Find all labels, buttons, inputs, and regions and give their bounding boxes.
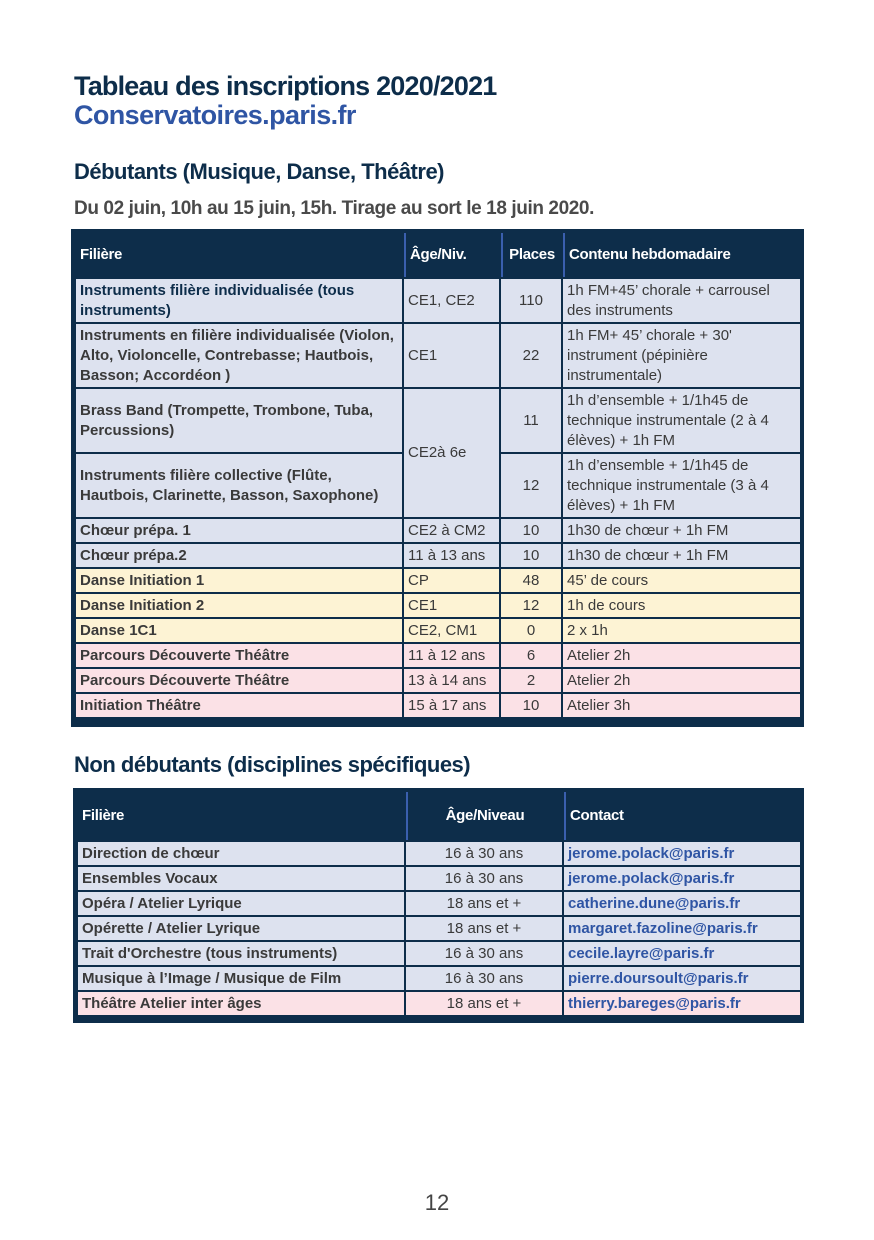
cell-filiere: Direction de chœur <box>78 842 404 865</box>
column-header: Filière <box>76 233 402 277</box>
table-row <box>76 694 800 717</box>
cell-filiere: Chœur prépa.2 <box>76 544 402 567</box>
table-row <box>76 324 800 387</box>
cell-age: 18 ans et + <box>406 892 562 915</box>
table-row <box>76 544 800 567</box>
cell-age: 16 à 30 ans <box>406 967 562 990</box>
cell-contenu: Atelier 3h <box>563 694 800 717</box>
cell-places: 48 <box>501 569 561 592</box>
cell-age: 18 ans et + <box>406 992 562 1015</box>
cell-filiere: Théâtre Atelier inter âges <box>78 992 404 1015</box>
cell-contenu: Atelier 2h <box>563 644 800 667</box>
section-heading-debutants: Débutants (Musique, Danse, Théâtre) <box>74 159 445 184</box>
table-row <box>78 967 800 990</box>
contact-email-link[interactable]: pierre.doursoult@paris.fr <box>564 967 800 990</box>
contact-email-link[interactable]: jerome.polack@paris.fr <box>564 867 800 890</box>
cell-filiere: Ensembles Vocaux <box>78 867 404 890</box>
contact-email-link[interactable]: cecile.layre@paris.fr <box>564 942 800 965</box>
column-header: Contact <box>564 792 800 840</box>
cell-contenu: 45’ de cours <box>563 569 800 592</box>
cell-places: 12 <box>501 454 561 517</box>
cell-filiere: Parcours Découverte Théâtre <box>76 669 402 692</box>
cell-filiere: Instruments filière collective (Flûte, Hautbois, Clarinette, Basson, Saxophone) <box>76 454 402 517</box>
cell-places: 22 <box>501 324 561 387</box>
cell-contenu: 1h FM+ 45’ chorale + 30' instrument (pépinière instrumentale) <box>563 324 800 387</box>
table-header-row <box>76 233 800 277</box>
cell-filiere: Chœur prépa. 1 <box>76 519 402 542</box>
cell-filiere: Opéra / Atelier Lyrique <box>78 892 404 915</box>
table-row <box>76 389 800 452</box>
table-row <box>78 892 800 915</box>
cell-age: 13 à 14 ans <box>404 669 499 692</box>
cell-contenu: 1h FM+45’ chorale + carrousel des instruments <box>563 279 800 322</box>
cell-age: 18 ans et + <box>406 917 562 940</box>
cell-age: CE1 <box>404 594 499 617</box>
cell-age: CE1 <box>404 324 499 387</box>
registration-dates: Du 02 juin, 10h au 15 juin, 15h. Tirage au sort le 18 juin 2020. <box>74 198 594 219</box>
cell-contenu: 1h de cours <box>563 594 800 617</box>
cell-contenu: 2 x 1h <box>563 619 800 642</box>
page-title: Tableau des inscriptions 2020/2021 <box>74 71 497 101</box>
table-row <box>78 867 800 890</box>
cell-filiere: Danse Initiation 2 <box>76 594 402 617</box>
table-row <box>76 569 800 592</box>
cell-places: 110 <box>501 279 561 322</box>
cell-age: CP <box>404 569 499 592</box>
table-row <box>78 942 800 965</box>
cell-age: 16 à 30 ans <box>406 867 562 890</box>
column-header: Âge/Niv. <box>404 233 499 277</box>
table-row <box>76 519 800 542</box>
table-row <box>76 619 800 642</box>
cell-filiere: Initiation Théâtre <box>76 694 402 717</box>
cell-places: 10 <box>501 544 561 567</box>
cell-filiere: Musique à l’Image / Musique de Film <box>78 967 404 990</box>
cell-age: CE2 à CM2 <box>404 519 499 542</box>
table-row <box>78 992 800 1015</box>
cell-age: 16 à 30 ans <box>406 942 562 965</box>
column-header: Places <box>501 233 561 277</box>
contact-email-link[interactable]: margaret.fazoline@paris.fr <box>564 917 800 940</box>
table-header-row <box>78 792 800 840</box>
column-header: Âge/Niveau <box>406 792 562 840</box>
table-row <box>76 594 800 617</box>
cell-contenu: 1h30 de chœur + 1h FM <box>563 519 800 542</box>
cell-contenu: 1h d’ensemble + 1/1h45 de technique instrumentale (3 à 4 élèves) + 1h FM <box>563 454 800 517</box>
cell-age: CE2, CM1 <box>404 619 499 642</box>
cell-filiere: Brass Band (Trompette, Trombone, Tuba, Percussions) <box>76 389 402 452</box>
page-number: 12 <box>424 1190 450 1215</box>
cell-age: CE2à 6e <box>404 389 499 517</box>
table-row <box>78 917 800 940</box>
cell-age: CE1, CE2 <box>404 279 499 322</box>
table-row <box>76 279 800 322</box>
site-link[interactable]: Conservatoires.paris.fr <box>74 100 356 130</box>
contact-email-link[interactable]: catherine.dune@paris.fr <box>564 892 800 915</box>
cell-places: 6 <box>501 644 561 667</box>
debutants-table <box>74 231 802 719</box>
table-row <box>76 669 800 692</box>
cell-filiere: Opérette / Atelier Lyrique <box>78 917 404 940</box>
cell-places: 10 <box>501 519 561 542</box>
cell-contenu: 1h30 de chœur + 1h FM <box>563 544 800 567</box>
table-row <box>76 644 800 667</box>
cell-filiere: Trait d'Orchestre (tous instruments) <box>78 942 404 965</box>
cell-places: 10 <box>501 694 561 717</box>
section-heading-non-debutants: Non débutants (disciplines spécifiques) <box>74 752 471 777</box>
cell-filiere: Danse Initiation 1 <box>76 569 402 592</box>
cell-contenu: Atelier 2h <box>563 669 800 692</box>
cell-places: 11 <box>501 389 561 452</box>
cell-age: 11 à 13 ans <box>404 544 499 567</box>
non-debutants-table <box>76 790 802 1017</box>
cell-filiere: Instruments filière individualisée (tous instruments) <box>76 279 402 322</box>
cell-places: 2 <box>501 669 561 692</box>
cell-places: 12 <box>501 594 561 617</box>
cell-age: 16 à 30 ans <box>406 842 562 865</box>
column-header: Contenu hebdomadaire <box>563 233 800 277</box>
contact-email-link[interactable]: thierry.bareges@paris.fr <box>564 992 800 1015</box>
cell-contenu: 1h d’ensemble + 1/1h45 de technique instrumentale (2 à 4 élèves) + 1h FM <box>563 389 800 452</box>
contact-email-link[interactable]: jerome.polack@paris.fr <box>564 842 800 865</box>
cell-filiere: Instruments en filière individualisée (Violon, Alto, Violoncelle, Contrebasse; Hautbois, Basson; Accordéon ) <box>76 324 402 387</box>
table-row <box>78 842 800 865</box>
cell-places: 0 <box>501 619 561 642</box>
cell-filiere: Danse 1C1 <box>76 619 402 642</box>
cell-filiere: Parcours Découverte Théâtre <box>76 644 402 667</box>
cell-age: 15 à 17 ans <box>404 694 499 717</box>
column-header: Filière <box>78 792 404 840</box>
cell-age: 11 à 12 ans <box>404 644 499 667</box>
